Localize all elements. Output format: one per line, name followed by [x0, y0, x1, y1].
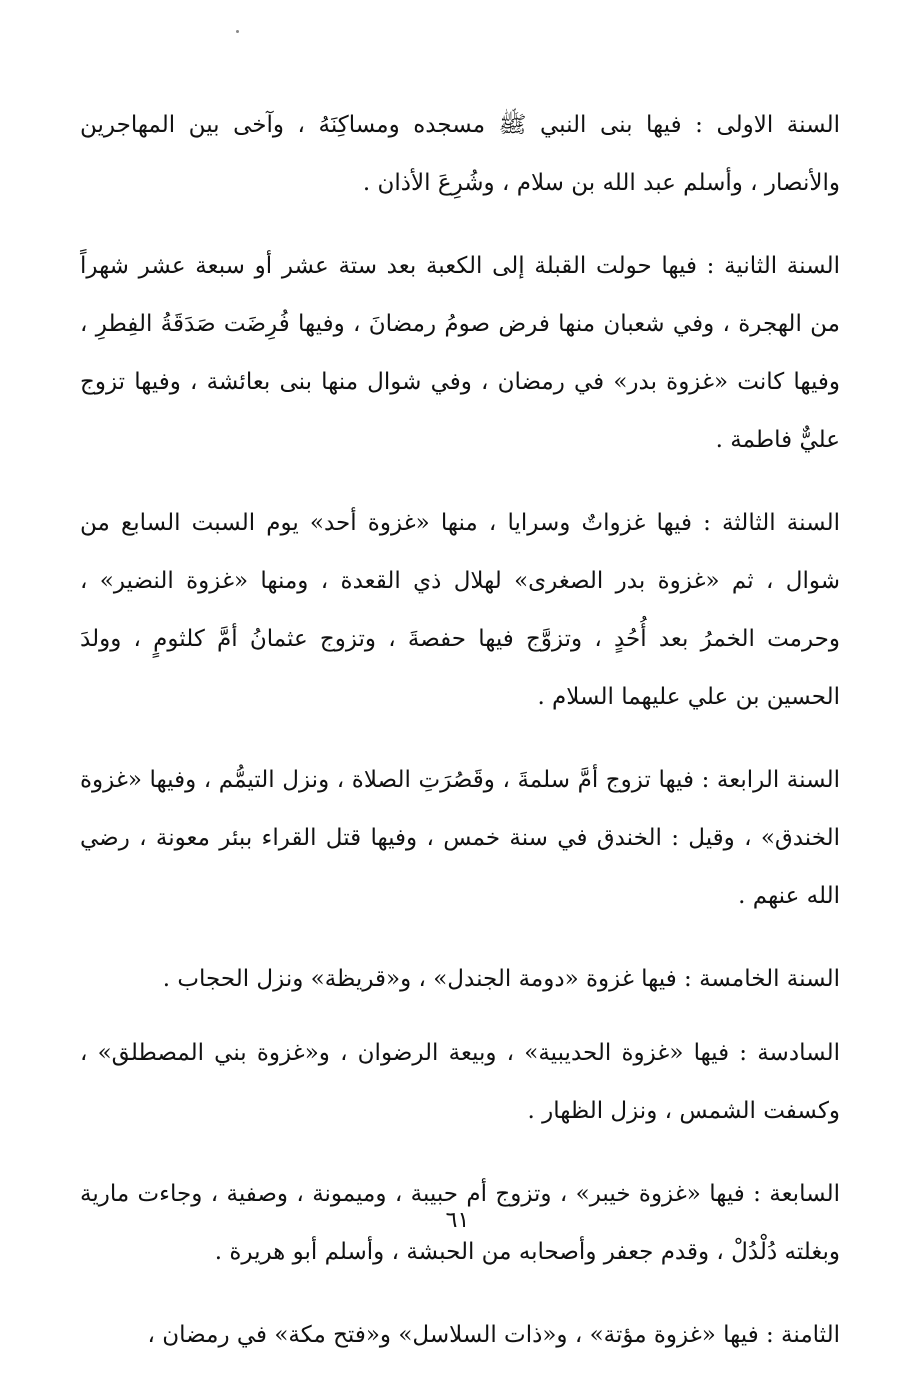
paragraph-year-4: السنة الرابعة : فيها تزوج أمَّ سلمةَ ، وقَصُرَتِ الصلاة ، ونزل التيمُّم ، وفيها «غزوة الخندق» ، وقيل : الخندق في سنة خمس ، وفيها قتل القراء ببئر معونة ، رضي الله عنهم . — [80, 767, 840, 909]
paragraph-year-1: السنة الاولى : فيها بنى النبي ﷺ مسجده ومساكِنَهُ ، وآخى بين المهاجرين والأنصار ، وأسلم عبد الله بن سلام ، وشُرِعَ الأذان . — [80, 112, 840, 196]
paragraph-year-3: السنة الثالثة : فيها غزواتٌ وسرايا ، منها «غزوة أحد» يوم السبت السابع من شوال ، ثم «غزوة بدر الصغرى» لهلال ذي القعدة ، ومنها «غزوة النضير» ، وحرمت الخمرُ بعد أُحُدٍ ، وتزوَّج فيها حفصةَ ، وتزوج عثمانُ أمَّ كلثومٍ ، وولدَ الحسين بن علي عليهما السلام . — [80, 510, 840, 710]
paragraph-year-5: السنة الخامسة : فيها غزوة «دومة الجندل» ، و«قريظة» ونزل الحجاب . — [162, 966, 840, 992]
paragraph-year-7: السابعة : فيها «غزوة خيبر» ، وتزوج أم حبيبة ، وميمونة ، وصفية ، وجاءت مارية وبغلته دُلْدُلْ ، وقدم جعفر وأصحابه من الحبشة ، وأسلم أبو هريرة . — [80, 1181, 840, 1265]
paper-speck — [236, 30, 239, 33]
page-number: ٦١ — [445, 1208, 470, 1233]
page-body-text — [80, 96, 840, 1389]
paragraph-year-2: السنة الثانية : فيها حولت القبلة إلى الكعبة بعد ستة عشر أو سبعة عشر شهراً من الهجرة ، وفي شعبان منها فرض صومُ رمضانَ ، وفيها فُرِضَت صَدَقَةُ الفِطرِ ، وفيها كانت «غزوة بدر» في رمضان ، وفي شوال منها بنى بعائشة ، وفيها تزوج عليٌّ فاطمة . — [80, 253, 840, 453]
paragraph-year-8: الثامنة : فيها «غزوة مؤتة» ، و«ذات السلاسل» و«فتح مكة» في رمضان ، — [147, 1322, 840, 1348]
paragraph-year-6: السادسة : فيها «غزوة الحديبية» ، وبيعة الرضوان ، و«غزوة بني المصطلق» ، وكسفت الشمس ، ونزل الظهار . — [80, 1040, 840, 1124]
